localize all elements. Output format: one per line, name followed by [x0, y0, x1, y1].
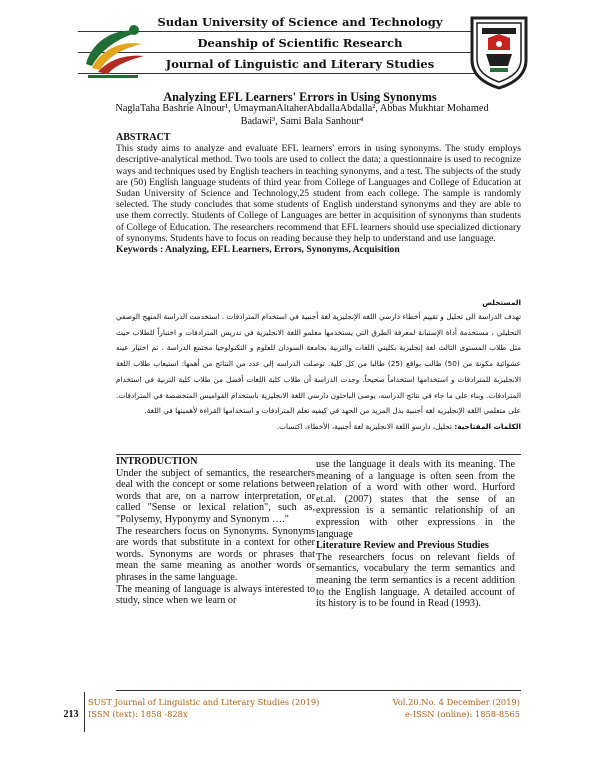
arabic-keywords-label: الكلمات المفتاحية:	[454, 421, 521, 431]
university-name: Sudan University of Science and Technology	[157, 15, 443, 29]
literature-review-heading: Literature Review and Previous Studies	[316, 540, 489, 552]
arabic-abstract-section	[116, 296, 521, 435]
deanship-name: Deanship of Scientific Research	[197, 36, 403, 50]
university-seal-icon	[468, 14, 530, 90]
arabic-abstract-heading: المستخلص	[482, 298, 521, 307]
abstract-section	[116, 132, 521, 255]
abstract-body: This study aims to analyze and evaluate EFL learners' errors in using synonyms. The study employs descriptive-analytical method. Two tools are used to collect the data; a questionnaire is used to recognize ways and techniques used by English teachers in teaching synonyms, and a test. The subjects of the study are (50) English language students of third year from College of Languages and College of Education at Sudan University of Science and Technology,25 student from each college. The sample is randomly selected. The study concludes that some students of English understand synonyms and they are able to use them correctly. Students of College of Languages are better in acquisition of synonyms than students of College of Education. The researchers recommend that EFL learners should use specialized dictionary of synonyms. Students have to focus on reading because they help to understand and use language.	[116, 143, 521, 244]
footer-journal: SUST Journal of Linguistic and Literary Studies (2019)	[88, 697, 320, 707]
abstract-heading: ABSTRACT	[116, 132, 171, 143]
arabic-abstract-body: تهدف الدراسة الى تحليل و تقييم أخطاء دارسي اللغه الإنجليزية لغة أجنبية في استخدام المترادفات . استخدمت الدراسة المنهج الوصفي التحليلي ، مستخدمة أداة الإستبانة لمعرفة الطرق التي يستخدمها معلمو اللغة الانجليزية في تدريس المترادفات و اختباراً للطلاب حيث مثل طلاب المستوى الثالث لغة إنجليزية بكليتي اللغات والتربية بجامعة السودان للعلوم و التكنولوجيا مجتمع الدراسة . تم اختيار عينه عشوائية مكونة من (50) طالب بواقع (25) طالبا من كل كلية. توصلت الدراسه إلى عدد من النتائج من أهمها: استيعاب طلاب اللغة الانجليزية للمترادفات و استخدامها استخداماً صحيحاً. وجدت الدراسة أن طلاب كلية اللغات أفضل من طلاب كلية التربية في استخدام المترادفات. وبناء على ما جاء في نتائج الدراسه، يوصى الباحثون دارسي اللغة الانجليزية باستخدام القواميس المتخصصة في المترادفات. على متعلمي اللغه الإنجليزيه لغه أجنبية بذل المزيد من الجهد في كيفيه تعلم المترادفات و استخدامها القراءة لأهميتها في اللغة.	[116, 312, 521, 416]
footer-volume: Vol.20.No. 4 December (2019)	[392, 697, 520, 707]
right-column	[316, 459, 515, 610]
left-column	[116, 456, 315, 607]
footer-vertical-rule	[84, 692, 85, 732]
paragraph: The researchers focus on Synonyms. Synonyms are words that substitute in a context for other words. Synonyms are words or phrases that mean the same meaning as another words or phrases in the same language.	[116, 525, 315, 583]
author-list	[86, 102, 518, 128]
section-divider	[116, 454, 521, 455]
page-number: 213	[63, 709, 79, 720]
author-line: NaglaTaha Bashrie Alnour¹, UmaymanAltaherAbdallaAbdalla², Abbas Mukhtar Mohamed	[115, 103, 489, 114]
paragraph: use the language it deals with its meaning. The meaning of a language is often seen from the relation of a word with other word. Hurford et.al. (2007) states that the sense of an expression is a semantic relationship of an expression with other expressions in the language	[316, 459, 515, 540]
arabic-keywords-line	[116, 419, 521, 435]
footer-divider	[116, 690, 521, 691]
arabic-keywords: تحليل، دارسو اللغة الانجليزية لغة أجنبية، الأخطاء، اكتساب.	[276, 421, 453, 431]
footer-left	[88, 697, 319, 720]
journal-name: Journal of Linguistic and Literary Studies	[165, 57, 435, 71]
footer-issn: ISSN (text): 1858 -828x	[88, 708, 188, 719]
author-line: Badawi³, Sami Bala Sanhour⁴	[240, 116, 364, 127]
keywords-line: Keywords : Analyzing, EFL Learners, Errors, Synonyms, Acquisition	[116, 244, 400, 256]
paragraph: Under the subject of semantics, the researchers deal with the concept or some relations between words that are, on a narrow interpretation, or called "Sense or lexical relation", such as, "Polysemy, Hyponymy and Synonym …."	[116, 467, 315, 525]
paragraph: The meaning of language is always interested to study, since when we learn or	[116, 583, 315, 607]
footer-eissn: e-ISSN (online): 1858-8565	[405, 708, 520, 719]
introduction-heading: INTRODUCTION	[116, 456, 198, 467]
paper-title: Analyzing EFL Learners' Errors in Using Synonyms	[163, 90, 437, 104]
paragraph: The researchers focus on relevant fields of semantics, vocabulary the term semantics and meaning the term semantics is a recent addition to the English language. A detailed account of its history is to be found in Read (1993).	[316, 551, 515, 610]
sust-logo-icon	[78, 20, 148, 82]
footer-right	[330, 697, 520, 720]
